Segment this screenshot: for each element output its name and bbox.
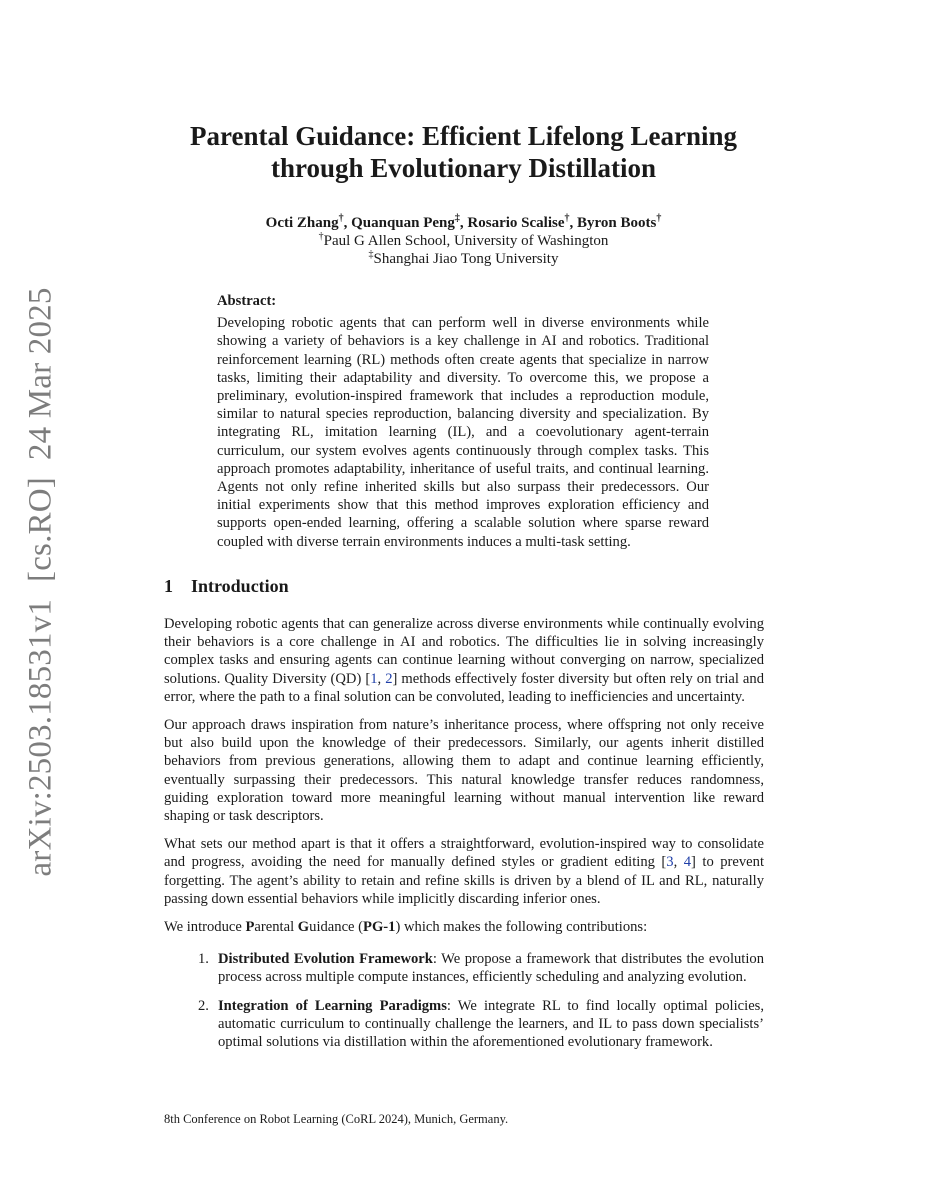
citation-link[interactable]: 4 bbox=[683, 854, 692, 871]
list-item bbox=[164, 950, 764, 986]
citation-link[interactable]: 3 bbox=[666, 854, 674, 871]
paragraph-text: ) which makes the following contributions: bbox=[395, 919, 648, 936]
section-heading bbox=[164, 576, 289, 597]
section-title: Introduction bbox=[191, 576, 289, 596]
abstract bbox=[217, 292, 709, 551]
paragraph-text: ] methods effectively foster diversity but often rely on trial and error, where the path to a final solution can be convoluted, leading to inefficiencies and uncertainty. bbox=[164, 670, 764, 705]
arxiv-identifier: arXiv:2503.18531v1 [cs.RO] 24 Mar 2025 bbox=[22, 287, 59, 877]
author-block bbox=[0, 214, 927, 268]
affiliation-mark: † bbox=[338, 213, 344, 224]
contribution-text: : We propose a framework that distributes the evolution process across multiple compute instances, efficiently scheduling and analyzing evolution. bbox=[218, 951, 764, 986]
affiliation-1 bbox=[0, 232, 927, 250]
affiliation-name: Paul G Allen School, University of Washington bbox=[323, 233, 609, 249]
list-number: 2. bbox=[198, 997, 209, 1014]
affiliation-2 bbox=[0, 250, 927, 268]
introduction-body bbox=[164, 615, 764, 1061]
paragraph bbox=[164, 835, 764, 908]
abstract-heading: Abstract: bbox=[217, 293, 277, 309]
paragraph-text: Developing robotic agents that can generalize across diverse environments while continually evolving their behaviors is a core challenge in AI and robotics. The difficulties lie in solving increasingly complex tasks and ensuring agents can continue learning without converging on narrow, specialized solutions. Quality Diversity (QD) [ bbox=[164, 616, 764, 687]
paper-title-line-1: Parental Guidance: Efficient Lifelong Learning bbox=[190, 121, 737, 151]
citation-separator: , bbox=[673, 854, 684, 871]
contribution-list bbox=[164, 950, 764, 1051]
affiliation-name: Shanghai Jiao Tong University bbox=[373, 251, 559, 267]
paragraph-text: arental bbox=[254, 919, 298, 936]
affiliation-mark: ‡ bbox=[454, 213, 460, 224]
method-name: PG-1 bbox=[363, 919, 396, 936]
emphasis-letter: P bbox=[245, 919, 255, 936]
author-separator: , bbox=[569, 215, 577, 231]
section-number: 1 bbox=[164, 576, 173, 596]
affiliation-mark: † bbox=[564, 213, 570, 224]
paragraph-text: We introduce bbox=[164, 919, 246, 936]
emphasis-letter: G bbox=[297, 919, 310, 936]
citation-link[interactable]: 2 bbox=[385, 670, 393, 687]
author-name: Quanquan Peng bbox=[351, 215, 455, 231]
contribution-term: Distributed Evolution Framework bbox=[218, 951, 433, 968]
author-name: Byron Boots bbox=[576, 215, 657, 231]
abstract-text: Developing robotic agents that can perform well in diverse environments while showing a variety of behaviors is a key challenge in AI and robotics. Traditional reinforcement learning (RL) methods often create agents that specialize in narrow tasks, limiting their adaptability and diversity. To overcome this, we propose a preliminary, evolution-inspired framework that includes a reproduction module, similar to natural species reproduction, balancing diversity and specialization. By integrating RL, imitation learning (IL), and a coevolutionary agent-terrain curriculum, our system evolves agents continuously through complex tasks. This approach promotes adaptability, inheritance of useful traits, and continual learning. Agents not only refine inherited skills but also surpass their predecessors. Our initial experiments show that this method improves exploration efficiency and supports open-ended learning, offering a scalable solution where sparse reward coupled with diverse terrain environments induces a multi-task setting. bbox=[217, 315, 709, 550]
paragraph-text: uidance ( bbox=[309, 919, 364, 936]
paragraph-text: What sets our method apart is that it offers a straightforward, evolution-inspired way to consolidate and progress, avoiding the need for manually defined styles or gradient editing [ bbox=[164, 836, 764, 871]
conference-footnote: 8th Conference on Robot Learning (CoRL 2024), Munich, Germany. bbox=[164, 1112, 509, 1126]
affiliation-mark: ‡ bbox=[368, 249, 374, 260]
list-item bbox=[164, 997, 764, 1052]
contribution-text: : We integrate RL to find locally optimal policies, automatic curriculum to continually challenge the learners, and IL to pass down specialists’ optimal solutions via distillation within the aforementioned evolutionary framework. bbox=[218, 997, 764, 1051]
paper-title bbox=[0, 120, 927, 184]
contribution-term: Integration of Learning Paradigms bbox=[218, 997, 447, 1014]
author-separator: , bbox=[343, 215, 352, 231]
author-separator: , bbox=[459, 215, 468, 231]
author-name: Rosario Scalise bbox=[467, 215, 565, 231]
list-number: 1. bbox=[198, 951, 209, 968]
affiliation-mark: † bbox=[318, 231, 324, 242]
citation-link[interactable]: 1 bbox=[370, 670, 378, 687]
paper-title-line-2: through Evolutionary Distillation bbox=[270, 153, 657, 183]
paragraph bbox=[164, 615, 764, 706]
author-name: Octi Zhang bbox=[265, 215, 339, 231]
paragraph bbox=[164, 918, 764, 936]
paragraph: Our approach draws inspiration from nature’s inheritance process, where offspring not only receive but also build upon the knowledge of their predecessors. Similarly, our agents inherit distilled behaviors from previous generations, allowing them to adapt and continue learning efficiently, eventually surpassing their predecessors. This natural knowledge transfer reduces randomness, guiding exploration toward more meaningful learning without manual intervention like reward shaping or task descriptors. bbox=[164, 717, 764, 825]
citation-separator: , bbox=[377, 670, 386, 687]
author-list bbox=[0, 214, 927, 232]
paragraph-text: ] to prevent forgetting. The agent’s ability to retain and refine skills is driven by a blend of IL and RL, naturally passing down essential behaviors while implicitly discarding inferior ones. bbox=[164, 854, 764, 907]
affiliation-mark: † bbox=[656, 213, 662, 224]
